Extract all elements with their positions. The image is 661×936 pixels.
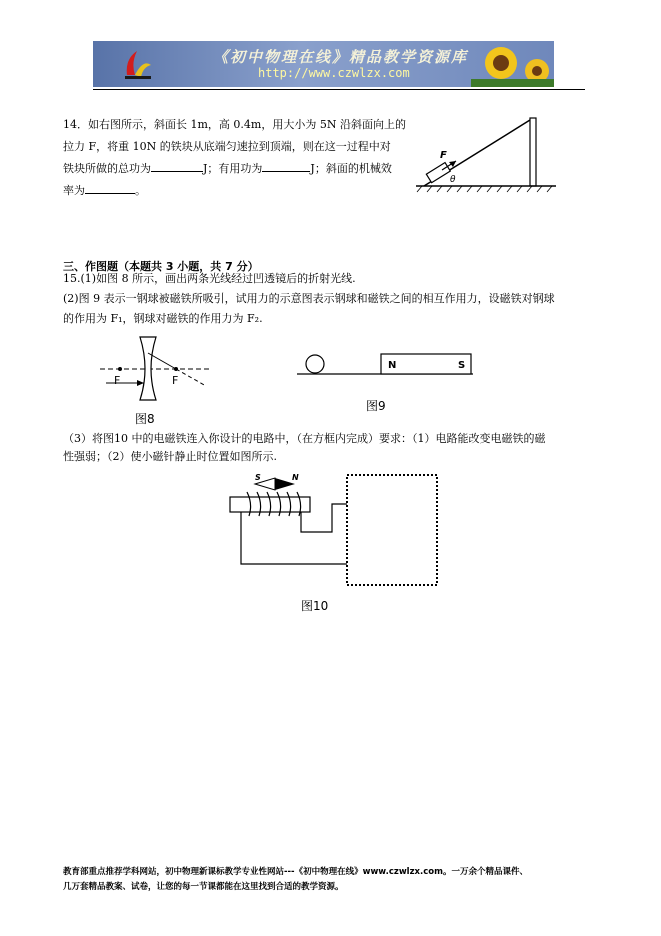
- magnet-north-label: N: [388, 360, 397, 371]
- focus-left-label: F: [114, 374, 121, 387]
- q14-line1: 14．如右图所示，斜面长 1m，高 0.4m，用大小为 5N 沿斜面向上的: [63, 118, 406, 131]
- site-logo-icon: [121, 45, 155, 83]
- banner-url[interactable]: http://www.czwlzx.com: [258, 66, 410, 80]
- q14-useful-work-blank[interactable]: [262, 159, 310, 172]
- q14-total-work-blank[interactable]: [151, 159, 203, 172]
- q14-line2: 拉力 F，将重 10N 的铁块从底端匀速拉到顶端，则在这一过程中对: [63, 140, 391, 153]
- ray-parallel-arrowhead: [137, 380, 144, 386]
- figure10-caption: 图10: [301, 599, 329, 613]
- q15-line1: 15.(1)如图 8 所示，画出两条光线经过凹透镜后的折射光线.: [63, 272, 356, 285]
- sunflower-icon: [471, 41, 554, 87]
- wire-bottom: [241, 512, 347, 564]
- figure9-ball-magnet: [295, 350, 480, 380]
- q14-efficiency-label: J；斜面的机械效: [310, 162, 392, 175]
- footer-line2: 几万套精品教案、试卷，让您的每一节课都能在这里找到合适的教学资源。: [63, 882, 344, 892]
- q15-part3-line2: 性强弱；（2）使小磁针静止时位置如图所示.: [63, 450, 277, 463]
- q14-period: 。: [135, 184, 146, 197]
- q15-line3: 的作用为 F₁，钢球对磁铁的作用力为 F₂.: [63, 312, 263, 325]
- figure8-caption: 图8: [135, 412, 155, 426]
- figure9-caption: 图9: [366, 399, 386, 413]
- force-label: F: [440, 150, 447, 161]
- needle-south-label: S: [255, 473, 261, 482]
- ray-to-focus-extension: [176, 369, 206, 386]
- figure8-concave-lens: [96, 332, 216, 404]
- focus-left-dot: [118, 367, 122, 371]
- incline-post: [530, 118, 536, 186]
- needle-north-label: N: [292, 473, 299, 482]
- steel-ball: [306, 355, 324, 373]
- banner-title: 《初中物理在线》精品教学资源库: [213, 48, 469, 66]
- design-box[interactable]: [347, 475, 437, 585]
- q15-line2: (2)图 9 表示一钢球被磁铁所吸引，试用力的示意图表示钢球和磁铁之间的相互作用力，设磁铁对钢球: [63, 292, 555, 305]
- focus-right-label: F: [172, 374, 179, 387]
- figure10-electromagnet: [225, 470, 445, 592]
- magnet-south-label: S: [458, 360, 466, 371]
- q14-useful-work-label: J；有用功为: [203, 162, 263, 175]
- q14-line4: [63, 180, 146, 202]
- q15-part3-line1: （3）将图10 中的电磁铁连入你设计的电路中，（在方框内完成）要求：（1）电路能改变电磁铁的磁: [63, 432, 546, 445]
- footer-line1: 教育部重点推荐学科网站，初中物理新课标教学专业性网站---《初中物理在线》www.czwlzx.com。一万余个精品课件、: [63, 867, 528, 877]
- ray-to-focus: [148, 353, 176, 369]
- header-banner: [93, 41, 554, 87]
- q14-rate-label: 率为: [63, 184, 85, 197]
- angle-label: θ: [450, 175, 456, 185]
- q14-efficiency-blank[interactable]: [85, 181, 135, 194]
- header-divider: [93, 89, 585, 90]
- ground-hatch: [417, 186, 552, 192]
- q14-total-work-label: 铁块所做的总功为: [63, 162, 151, 175]
- q14-line3: [63, 158, 392, 180]
- iron-block: [426, 163, 450, 183]
- section3-title: 三、作图题（本题共 3 小题，共 7 分）: [63, 260, 259, 273]
- incline-figure: [410, 112, 560, 197]
